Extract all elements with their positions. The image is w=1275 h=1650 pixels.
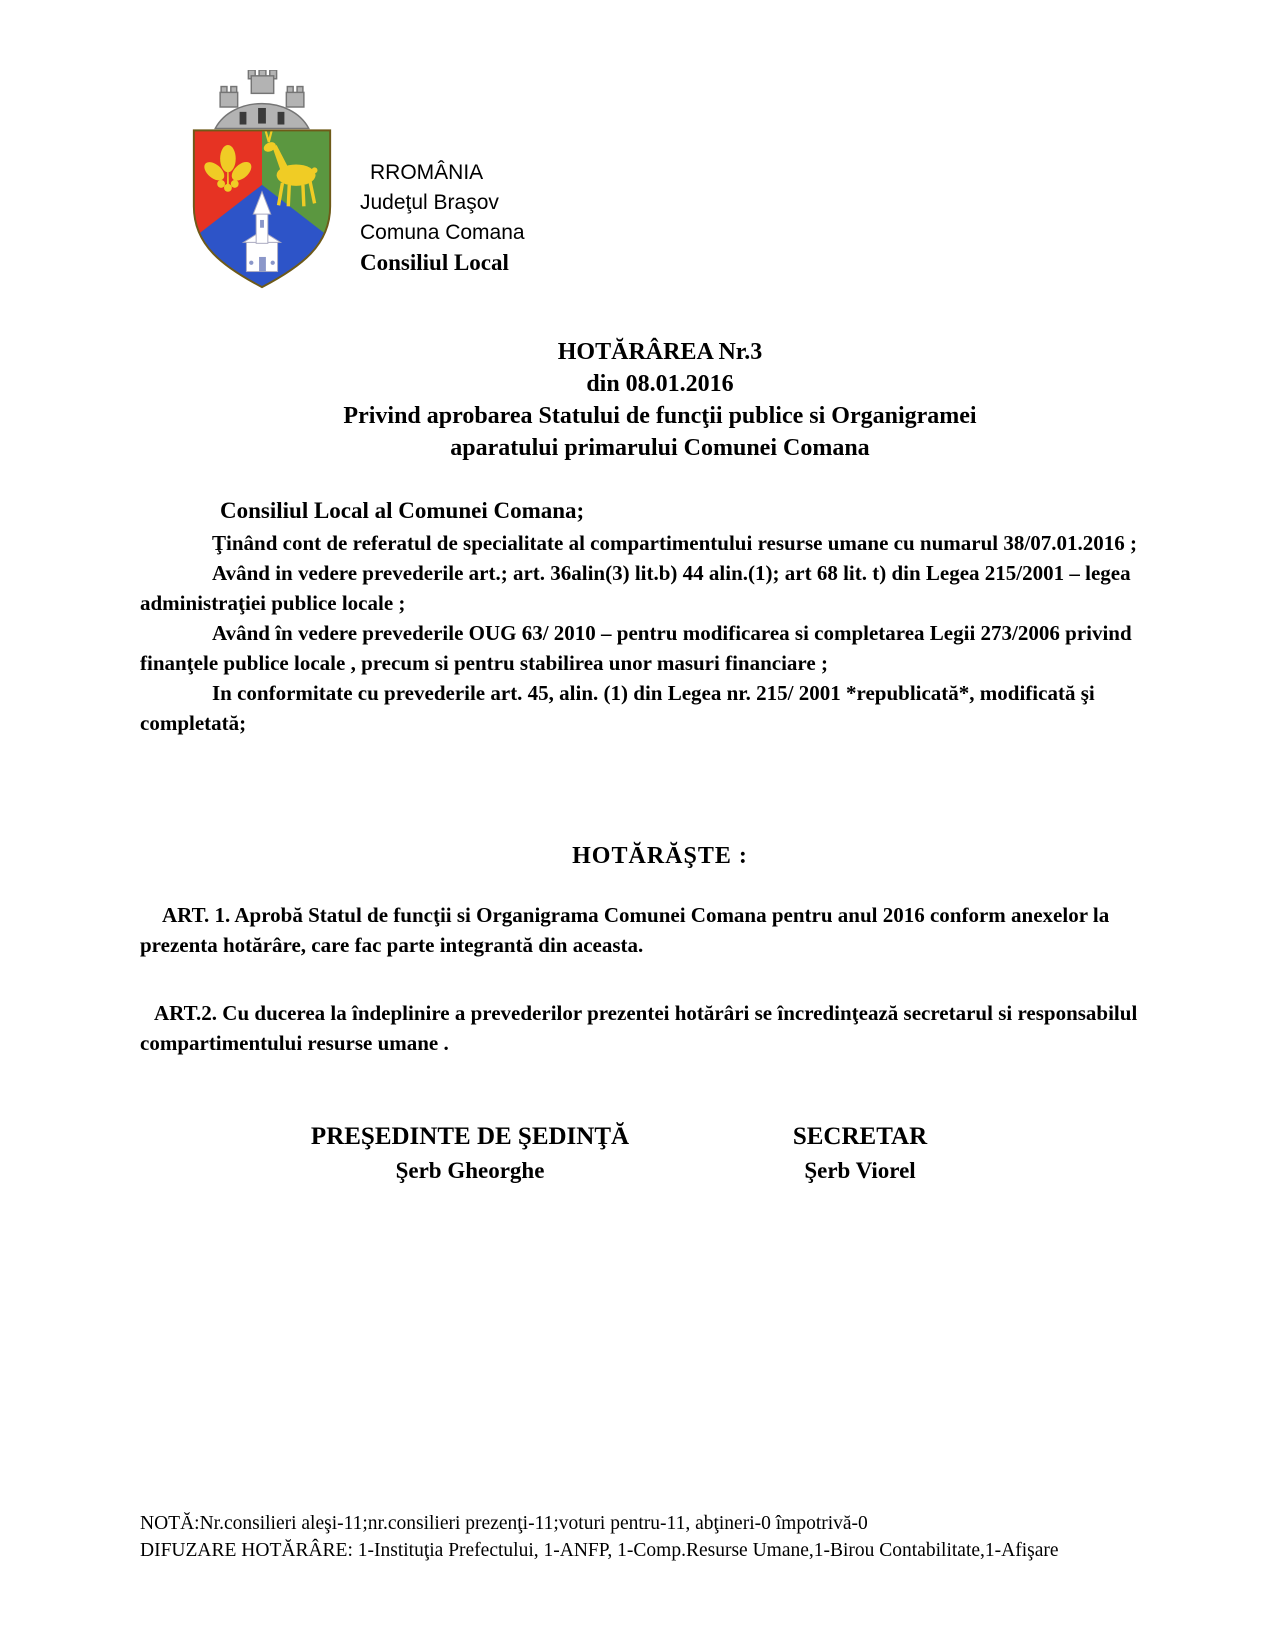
preamble-paragraph: In conformitate cu prevederile art. 45, alin. (1) din Legea nr. 215/ 2001 *republicată*, modificată şi completată; [140, 681, 1095, 735]
signature-secretary [700, 1120, 1020, 1188]
president-title: PREŞEDINTE DE ŞEDINŢĂ [310, 1123, 630, 1150]
title-subject-line1: Privind aprobarea Statului de funcţii publice si Organigramei [343, 403, 977, 429]
letterhead [360, 158, 525, 278]
coat-of-arms-icon [188, 70, 336, 292]
articles-section [140, 900, 1183, 1058]
preamble-paragraph: Având în vedere prevederile OUG 63/ 2010 – pentru modificarea si completarea Legii 273/2006 privind finanţele publice locale , precum si pentru stabilirea unor masuri financiare ; [140, 621, 1132, 675]
county-name: Judeţul Braşov [360, 191, 499, 214]
country-name: RROMÂNIA [370, 161, 484, 184]
title-date: din 08.01.2016 [586, 371, 734, 397]
commune-name: Comuna Comana [360, 221, 525, 244]
article-1: ART. 1. Aprobă Statul de funcţii si Organigrama Comunei Comana pentru anul 2016 conform anexelor la prezenta hotărâre, care fac parte integrantă din aceasta. [140, 903, 1110, 957]
document-title [140, 336, 1180, 464]
title-number: HOTĂRÂREA Nr.3 [557, 339, 763, 365]
title-subject-line2: aparatului primarului Comunei Comana [450, 435, 870, 461]
preamble-paragraph: Având in vedere prevederile art.; art. 36alin(3) lit.b) 44 alin.(1); art 68 lit. t) din Legea 215/2001 – legea administraţiei publice locale ; [140, 561, 1131, 615]
decision-heading: HOTĂRĂŞTE : [572, 843, 748, 869]
mural-crown-icon [215, 70, 308, 128]
shield [189, 118, 335, 292]
footer-note: NOTĂ:Nr.consilieri aleşi-11;nr.consilieri prezenţi-11;voturi pentru-11, abţineri-0 împotrivă-0 [140, 1513, 868, 1534]
salutation: Consiliul Local al Comunei Comana; [220, 498, 585, 523]
footer-distribution: DIFUZARE HOTĂRÂRE: 1-Instituţia Prefectului, 1-ANFP, 1-Comp.Resurse Umane,1-Birou Contabilitate,1-Afişare [140, 1540, 1059, 1561]
president-name: Şerb Gheorghe [395, 1158, 545, 1183]
preamble-section [140, 496, 1180, 738]
article-2: ART.2. Cu ducerea la îndeplinire a prevederilor prezentei hotărâri se încredinţează secretarul si responsabilul compartimentului resurse umane . [140, 1001, 1138, 1055]
secretary-name: Şerb Viorel [804, 1158, 916, 1183]
signature-president [240, 1120, 700, 1188]
secretary-title: SECRETAR [792, 1123, 928, 1150]
council-name: Consiliul Local [360, 250, 509, 275]
footer [140, 1510, 1200, 1564]
preamble-paragraph: Ţinând cont de referatul de specialitate al compartimentului resurse umane cu numarul 38/07.01.2016 ; [212, 531, 1137, 555]
